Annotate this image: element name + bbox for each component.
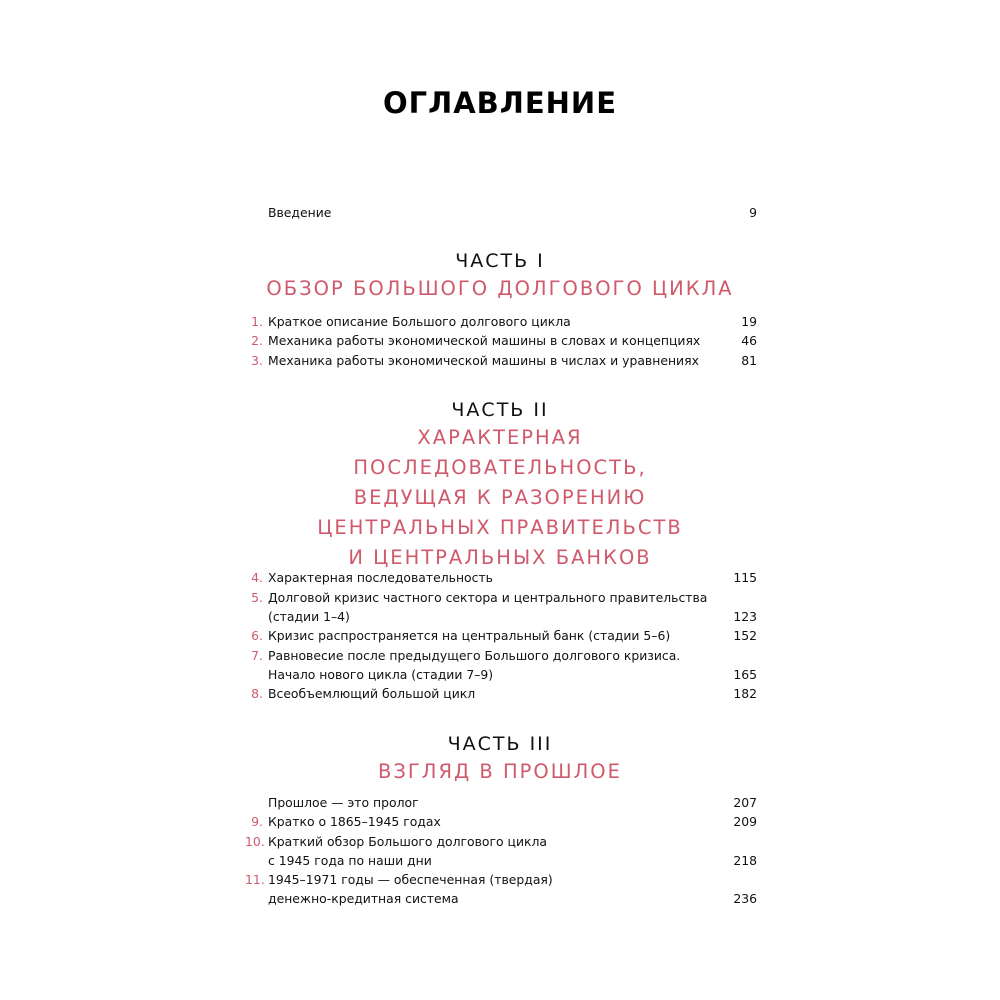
toc-entry-10[interactable] <box>245 832 757 870</box>
part-2-title-line: И ЦЕНТРАЛЬНЫХ БАНКОВ <box>348 546 652 569</box>
entry-page: 115 <box>733 570 757 585</box>
entry-text: Краткий обзор Большого долгового цикла <box>268 834 548 849</box>
part-2-title-line: ПОСЛЕДОВАТЕЛЬНОСТЬ, <box>353 456 647 479</box>
page-title: ОГЛАВЛЕНИЕ <box>382 86 617 120</box>
entry-number: 4. <box>251 570 263 585</box>
part-3-title-line: ВЗГЛЯД В ПРОШЛОЕ <box>378 760 622 783</box>
part-2-title-line: ХАРАКТЕРНАЯ <box>417 426 583 449</box>
entry-number: 5. <box>251 590 263 605</box>
entry-number: 11. <box>245 872 265 887</box>
entry-page: 207 <box>733 795 757 810</box>
entry-page: 152 <box>733 628 757 643</box>
entry-text-continued: Начало нового цикла (стадии 7–9) <box>268 667 494 682</box>
part-2-label: ЧАСТЬ II <box>451 399 549 421</box>
entry-text: 1945–1971 годы — обеспеченная (твердая) <box>268 872 553 887</box>
entry-page: 19 <box>741 314 757 329</box>
toc-entry-7[interactable] <box>245 646 757 684</box>
entry-page: 209 <box>733 814 757 829</box>
entry-page: 81 <box>741 353 757 368</box>
part-3-label: ЧАСТЬ III <box>447 733 553 755</box>
entry-text-continued: (стадии 1–4) <box>268 609 350 624</box>
entry-page: 236 <box>733 891 757 906</box>
entry-page: 123 <box>733 609 757 624</box>
entry-text: Характерная последовательность <box>268 570 493 585</box>
entry-text: Равновесие после предыдущего Большого долгового кризиса. <box>268 648 681 663</box>
entry-number: 9. <box>251 814 263 829</box>
part-2-title-line: ВЕДУЩАЯ К РАЗОРЕНИЮ <box>353 486 647 509</box>
entry-text: Кратко о 1865–1945 годах <box>268 814 441 829</box>
entry-number: 1. <box>251 314 263 329</box>
part-2-title-line: ЦЕНТРАЛЬНЫХ ПРАВИТЕЛЬСТВ <box>317 516 683 539</box>
entry-text: Всеобъемлющий большой цикл <box>268 686 476 701</box>
entry-text: Введение <box>268 205 332 220</box>
toc-entry-5[interactable] <box>245 588 757 626</box>
entry-text: Долговой кризис частного сектора и центрального правительства <box>268 590 708 605</box>
entry-number: 10. <box>245 834 265 849</box>
entry-page: 182 <box>733 686 757 701</box>
entry-number: 7. <box>251 648 263 663</box>
entry-number: 2. <box>251 333 263 348</box>
part-1-title <box>0 274 1000 304</box>
entry-number: 6. <box>251 628 263 643</box>
entry-number: 3. <box>251 353 263 368</box>
entry-page: 46 <box>741 333 757 348</box>
entry-text: Механика работы экономической машины в числах и уравнениях <box>268 353 699 368</box>
entry-number: 8. <box>251 686 263 701</box>
toc-entry-11[interactable] <box>245 870 757 908</box>
entry-page: 218 <box>733 853 757 868</box>
entry-text-continued: с 1945 года по наши дни <box>268 853 432 868</box>
entry-text-continued: денежно-кредитная система <box>268 891 459 906</box>
entry-text: Кризис распространяется на центральный банк (стадии 5–6) <box>268 628 671 643</box>
entry-page: 165 <box>733 667 757 682</box>
part-2-title <box>0 423 1000 573</box>
part-3-title <box>0 757 1000 787</box>
part-1-label: ЧАСТЬ I <box>455 250 545 272</box>
entry-text: Механика работы экономической машины в словах и концепциях <box>268 333 701 348</box>
entry-text: Прошлое — это пролог <box>268 795 419 810</box>
entry-text: Краткое описание Большого долгового цикла <box>268 314 571 329</box>
part-1-title-line: ОБЗОР БОЛЬШОГО ДОЛГОВОГО ЦИКЛА <box>266 277 734 300</box>
entry-page: 9 <box>749 205 757 220</box>
